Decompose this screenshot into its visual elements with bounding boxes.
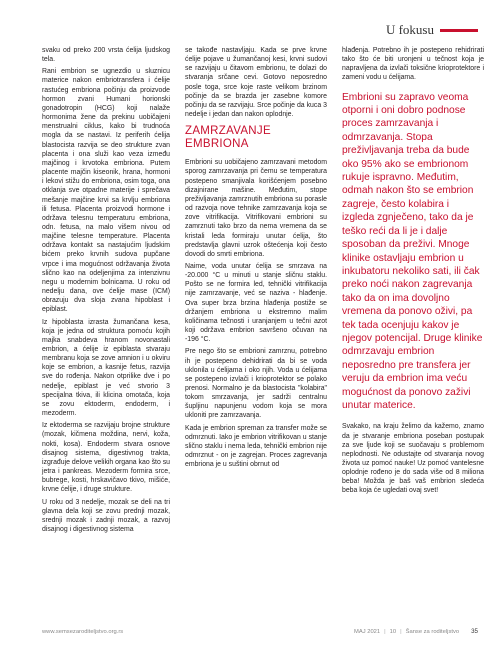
page-number: 35 (471, 628, 478, 635)
section-heading: ZAMRZAVANJE EMBRIONA (185, 125, 271, 151)
paragraph: U roku od 3 nedelje, mozak se deli na tri glavna dela koji se zovu prednji mozak, srednji mozak i zadnji mozak, a razvoj disajnog i digestivnog sistema (42, 498, 170, 533)
accent-bar (440, 29, 478, 32)
paragraph: Iz hipoblasta izrasta žumančana kesa, koja je jedna od struktura pomoću kojih majka snabdeva hranom novonastali embrion, a ćelije iz epiblasta stvaraju membranu koja se zove amnion i u okviru koje se embrion, a kasnije fetus, razvija sve do rođenja. Nakon otprilike dve i po nedelje, epiblast je već stvorio 3 specijalna tkiva, ili klicina omotača, koja se zovu ektoderm, endoderm, i mezoderm. (42, 318, 170, 418)
separator: | (400, 628, 402, 635)
column-left (42, 46, 170, 537)
paragraph: Iz ektoderma se razvijaju brojne strukture (mozak, kičmena moždina, nervi, koža, nokti, kosa). Endoderm stvara osnove disajnog sistema, digestivnog trakta, izgrađuje delove velikih organa kao što su jetra i pankreas. Mezoderm formira srce, bubrege, kosti, hrskavičavo tkivo, mišiće, krvne ćelije, i druge strukture. (42, 422, 170, 494)
paragraph: Pre nego što se embrioni zamrznu, potrebno ih je postepeno dehidrirati da bi se voda uklonila u ćelijama i oko njih. Voda u ćelijama se postepeno izvlači i krioprotektor se polako prenosi. Normalno je da blastocista "kolabira" tokom smrzavanja, jer sadrži centralnu šupljinu napunjenu vodom koja se mora ukloniti pre zamrzavanja. (185, 348, 327, 420)
paragraph: Naime, voda unutar ćelija se smrzava na -20.000 °C u minuti u stanje sličnu staklu. Pošto se ne formira led, tehnički vitrifikacija nije zamrzavanje, već se naziva - hlađenje. Ova super brza brzina hlađenja postiže se držanjem embriona u ekstremno malim količinama tečnosti i uranjanjem u tečni azot koji održava embrion savršeno očuvan na -196 °C. (185, 262, 327, 344)
paragraph: Svakako, na kraju želimo da kažemo, znamo da je stvaranje embriona poseban postupak za sve ljude koji se suočavaju s problemom neplodnosti. Ne odustajte od stvaranja novog života uz pomoć nauke! Uz pomoć vantelesne oplodnje rođeno je do sada više od 8 miliona beba! Možda je baš vaš embrion sledeća beba koja će ugledati ovaj svet! (342, 423, 484, 495)
footer-info (354, 628, 478, 635)
paragraph: svaku od preko 200 vrsta ćelija ljudskog tela. (42, 47, 170, 64)
paragraph: Embrioni su uobičajeno zamrzavani metodom sporog zamrzavanja pri čemu se temperatura postepeno smanjivala korišćenjem posebno dizajnirane mašine. Međutim, stope preživljavanja zamrznutih embriona su porasle od razvoja nove tehnike zamrzavanja koja se zove vitrifikacija. Vitrifikovani embrioni su zamrznuti tako brzo da nema vremena da se kristali leda formiraju unutar ćelija, što predstavlja glavni uzrok oštećenja koji često dovodi do smrti embriona. (185, 159, 327, 258)
column-middle (185, 46, 327, 472)
website-link[interactable]: www.semsezaroditeljstvo.org.rs (42, 628, 124, 635)
page-header (386, 22, 478, 38)
section-title: U fokusu (385, 22, 434, 37)
issue-number: 10 (389, 628, 397, 635)
separator: | (384, 628, 386, 635)
paragraph: Rani embrion se ugnezdio u sluznicu materice nakon embriotransfera i ćelije rastućeg embriona počinju da proizvode hormon zvani Humani horionski gonadotropin (HCG) koji nalaže hormonima žene da prekinu uobičajeni menstrualni ciklus, kako bi trudnoća mogla da se nastavi. Iz periferih ćelija blastocista razvija se deo strukture zvan placenta i ona služi kao veza između majčinog i krvotoka embriona. Putem placente majčin kiseonik, hrana, hormoni i lekovi stižu do embriona, osim toga, ona otklanja sve otpadne materije i sprečava mešanje majčine krvi sa krvlju embriona ili fetusa. Placenta proizvodi hormone i održava telesnu temperaturu embriona, odn. fetusa, na malo višem nivou od majčine telesne temperature. Placenta održava kontakt sa nastajućim ljudskim bićem preko krvnih sudova pupčane vrpce i ima mogućnost održavanja života slično kao na odeljenjima za intenzivnu negu u modernim bolnicama. U roku od nedelju dana, ove ćelije mase (ICM) obrazuju dva sloja zvana hipoblast i epiblast. (42, 68, 170, 314)
paragraph: hlađenja. Potrebno ih je postepeno rehidrirati tako što će biti uronjeni u tečnost koja je napravljena da izvlači toksične krioprotektore i zameni vodu u ćelijama. (342, 47, 484, 82)
column-right (342, 46, 484, 499)
magazine-name: Šanse za roditeljstvo (405, 628, 460, 635)
issue-date: MAJ 2021 (354, 628, 381, 635)
pull-quote: Embrioni su zapravo veoma otporni i oni dobro podnose proces zamrzavanja i odmrzavanja. Stopa preživljavanja treba da bude oko 95% ako se embrionom rukuje ispravno. Međutim, odmah nakon što se embrion zagreje, često kolabira i izgleda zgnječeno, tako da je teško reći da li je i dalje sposoban da preživi. Mnoge klinike ostavljaju embrion u inkubatoru nekoliko sati, ili čak preko noći nakon zagrevanja tako da on ima dovoljno vremena da ponovo oživi, pa tek tada ocenjuju kakov je njegov potencijal. Druge klinike odmrzavaju embrion neposredno pre transfera jer veruju da embrion ima veću mogućnost da ponovo zaživi unutar materice. (342, 91, 483, 411)
paragraph: Kada je embrion spreman za transfer može se odmrznuti. Iako je embrion vitrifikovan u stanje slično staklu i nema leda, tehnički embrion nije odmrznut - on je zagrejan. Proces zagrevanja embriona je u suštini obrnut od (185, 424, 327, 469)
paragraph: se takođe nastavljaju. Kada se prve krvne ćelije pojave u žumančanoj kesi, krvni sudovi se razvijaju u čitavom embrionu, te dolazi do stvaranja srčane cevi. Gotovo neposredno posle toga, srce koje raste velikom brzinom počinje da se brazda jer zasebne komore počinju da se razvijaju. Srce počinje da kuca 3 nedelje i jedan dan nakon oplodnje. (185, 47, 327, 119)
page-footer (42, 628, 478, 635)
